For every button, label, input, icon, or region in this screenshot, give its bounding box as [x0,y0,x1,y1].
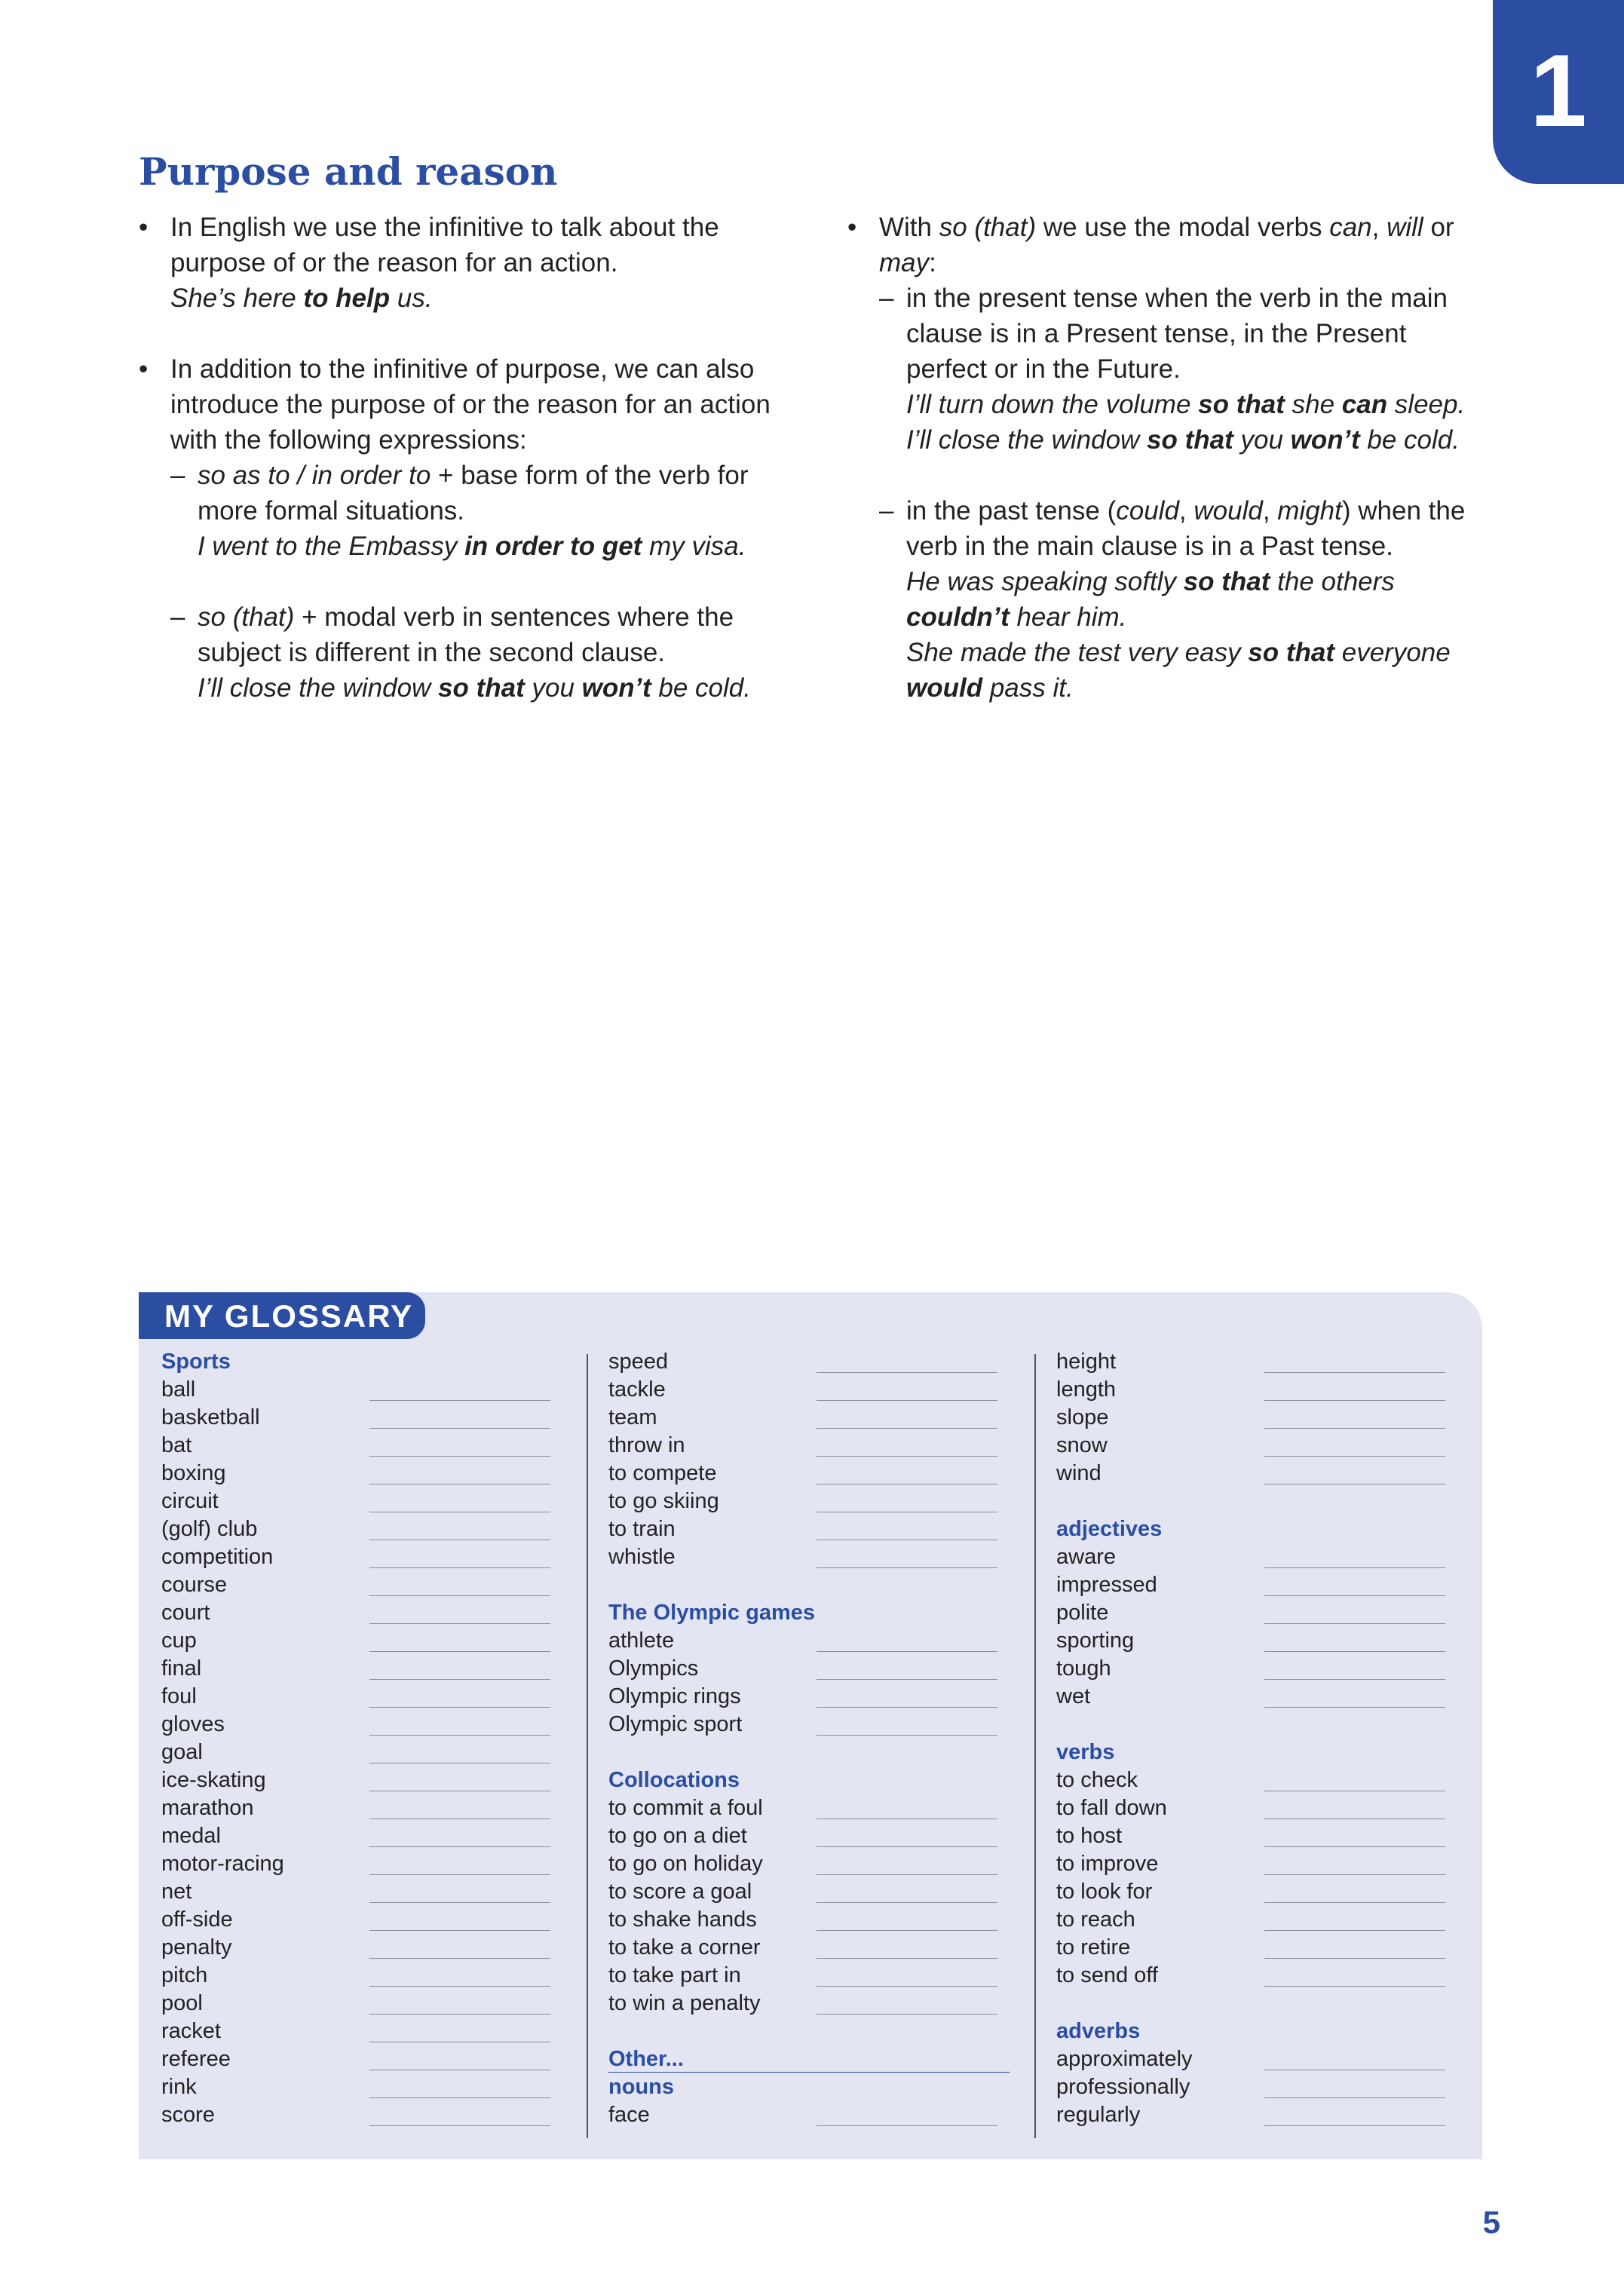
glossary-entry [161,1962,284,1990]
example-sentence: I’ll close the window so that you won’t be cold. [198,673,751,703]
page-number: 5 [1482,2205,1500,2240]
glossary-term: whistle [608,1545,676,1569]
glossary-term: final [161,1656,202,1681]
glossary-entry [608,1655,815,1683]
glossary-term: to go on a diet [608,1824,747,1848]
glossary-term: competition [161,1545,274,1569]
glossary-entry [1056,1460,1193,1488]
glossary-term: motor-racing [161,1852,284,1876]
translation-blank-line[interactable] [1264,1428,1445,1429]
translation-blank-line[interactable] [1264,2125,1445,2126]
example-sentence: I went to the Embassy in order to get my visa. [198,532,746,561]
text-line: • In addition to the infinitive of purpose, we can also [170,354,755,384]
glossary-entry [608,1878,815,1906]
translation-blank-line[interactable] [1264,1930,1445,1931]
glossary-entry [1056,1962,1193,1990]
translation-blank-line[interactable] [1264,1567,1445,1568]
translation-blank-line[interactable] [817,1456,997,1457]
glossary-entry [161,2073,284,2101]
glossary-other-heading: Other... [608,2045,815,2073]
glossary-term: to commit a foul [608,1796,763,1820]
glossary-term: polite [1056,1601,1109,1625]
glossary-term: length [1056,1377,1117,1402]
glossary-term: to host [1056,1824,1123,1848]
translation-blank-line[interactable] [817,1986,997,1987]
glossary-term: penalty [161,1935,232,1959]
bullet-infinitive [139,210,802,280]
glossary-category-heading: Sports [161,1350,231,1374]
glossary-entry [608,1460,815,1488]
glossary-term: to fall down [1056,1796,1167,1820]
glossary-category-heading: verbs [1056,1740,1115,1764]
glossary-entry [161,1515,284,1543]
glossary-category-heading: adjectives [1056,1517,1163,1541]
glossary-term: ice-skating [161,1768,266,1792]
glossary-entry [1056,1850,1193,1878]
glossary-term: gloves [161,1712,225,1736]
glossary-term: racket [161,2019,221,2043]
glossary-entry [161,1794,284,1822]
glossary-tab [139,1292,425,1339]
glossary-term: throw in [608,1433,685,1457]
glossary-term: cup [161,1629,197,1653]
glossary-entry [161,1655,284,1683]
glossary-entry [1056,2045,1193,2073]
glossary-term: professionally [1056,2075,1190,2099]
glossary-entry [1056,1599,1193,1627]
glossary-term: court [161,1601,210,1625]
translation-blank-line[interactable] [369,1428,550,1429]
glossary-entry [161,1766,284,1794]
translation-blank-line[interactable] [369,1400,550,1401]
glossary-entry [161,1878,284,1906]
glossary-term: sporting [1056,1629,1135,1653]
glossary-term: Olympics [608,1656,699,1681]
glossary-entry [161,1711,284,1739]
example-sentence: He was speaking softly so that the others [906,567,1395,596]
glossary-entry [161,1906,284,1934]
glossary-entry [1056,2073,1193,2101]
translation-blank-line[interactable] [369,1456,550,1457]
glossary-term: wet [1056,1684,1091,1708]
text-line: purpose of or the reason for an action. [170,248,618,277]
translation-blank-line[interactable] [817,1707,997,1708]
glossary-term: circuit [161,1489,219,1513]
translation-blank-line[interactable] [369,1595,550,1596]
glossary-entry [1056,1655,1193,1683]
translation-blank-line[interactable] [1264,1986,1445,1987]
glossary-term: face [608,2103,650,2127]
glossary-term: to take a corner [608,1935,761,1959]
glossary-term: ball [161,1377,196,1402]
glossary-term: to send off [1056,1963,1158,1987]
glossary-category-heading: The Olympic games [608,1601,815,1625]
glossary-entry [1056,1878,1193,1906]
glossary-category-heading: Collocations [608,1768,740,1792]
translation-blank-line[interactable] [817,1958,997,1959]
glossary-term: foul [161,1684,197,1708]
dash-item-present: – in the present tense when the verb in the main clause is in a Present tense, in the Present perfect or in the Future. I’ll turn down the volume so that she can sleep. I’ll close the window so that you won’t be cold. [847,280,1496,458]
translation-blank-line[interactable] [369,1651,550,1652]
glossary-term: to look for [1056,1880,1153,1904]
glossary-entry [1056,1432,1193,1460]
glossary-term: bat [161,1433,192,1457]
glossary-term: regularly [1056,2103,1141,2127]
translation-blank-line[interactable] [817,1735,997,1736]
glossary-term: aware [1056,1545,1116,1569]
translation-blank-line[interactable] [817,1428,997,1429]
glossary-entry [608,1990,815,2018]
glossary-entry [608,1822,815,1850]
glossary-entry [608,1627,815,1655]
example-sentence: I’ll close the window so that you won’t be cold. [906,425,1460,455]
glossary-entry [608,1794,815,1822]
text-line: with the following expressions: [170,425,527,455]
glossary-entry [1056,1794,1193,1822]
translation-blank-line[interactable] [369,1623,550,1624]
glossary-column-3 [1056,1348,1193,2129]
glossary-term: to check [1056,1768,1138,1792]
glossary-entry [1056,2101,1193,2129]
glossary-entry [608,1906,815,1934]
translation-blank-line[interactable] [369,1679,550,1680]
translation-blank-line[interactable] [817,1846,997,1847]
glossary-term: to compete [608,1461,717,1485]
glossary-term: to win a penalty [608,1991,761,2015]
glossary-term: to reach [1056,1907,1135,1932]
glossary-category-heading: nouns [608,2075,674,2099]
glossary-term: to shake hands [608,1907,757,1932]
glossary-term: wind [1056,1461,1102,1485]
translation-blank-line[interactable] [817,2014,997,2015]
translation-blank-line[interactable] [369,1874,550,1875]
glossary-term: snow [1056,1433,1108,1457]
glossary-term: (golf) club [161,1517,258,1541]
translation-blank-line[interactable] [369,2014,550,2015]
glossary-entry [1056,1348,1193,1376]
translation-blank-line[interactable] [1264,1874,1445,1875]
glossary-entry [608,1488,815,1515]
glossary-entry [161,1543,284,1571]
glossary-entry [608,1432,815,1460]
glossary-term: to improve [1056,1852,1159,1876]
bullet-expressions [139,351,802,458]
dash-item-so-that: – so (that) + modal verb in sentences where the subject is different in the second clause. I’ll close the window so that you won’t be cold. [139,599,802,706]
glossary-term: to train [608,1517,676,1541]
glossary-term: height [1056,1350,1117,1374]
translation-blank-line[interactable] [369,1567,550,1568]
glossary-term: marathon [161,1796,254,1820]
translation-blank-line[interactable] [817,1400,997,1401]
glossary-term: referee [161,2047,231,2071]
glossary-entry [1056,1627,1193,1655]
glossary-entry [1056,1571,1193,1599]
glossary-term: to go skiing [608,1489,719,1513]
glossary-entry [161,1571,284,1599]
translation-blank-line[interactable] [369,1707,550,1708]
text-line: introduce the purpose of or the reason for an action [170,390,771,419]
chapter-tab [1493,0,1624,184]
translation-blank-line[interactable] [817,1874,997,1875]
translation-blank-line[interactable] [369,1735,550,1736]
left-column [139,210,802,706]
glossary-entry [161,1432,284,1460]
glossary-entry [608,2101,815,2129]
glossary-term: tackle [608,1377,666,1402]
translation-blank-line[interactable] [817,1567,997,1568]
glossary-term: to score a goal [608,1880,752,1904]
glossary-entry [161,1850,284,1878]
glossary-term: boxing [161,1461,226,1485]
glossary-entry [608,1850,815,1878]
translation-blank-line[interactable] [1264,1456,1445,1457]
glossary-entry [1056,1683,1193,1711]
glossary-category-heading: adverbs [1056,2019,1141,2043]
glossary-title: MY GLOSSARY [164,1298,414,1334]
dash-item-in-order-to: – so as to / in order to + base form of the verb for more formal situations. I went to the Embassy in order to get my visa. [139,458,802,564]
column-divider [1034,1354,1036,2138]
glossary-entry [161,2101,284,2129]
translation-blank-line[interactable] [369,1930,550,1931]
example-sentence: She made the test very easy so that everyone [906,638,1451,667]
glossary-term: to go on holiday [608,1852,763,1876]
glossary-entry [608,1543,815,1571]
glossary-column-1 [161,1348,284,2129]
glossary-entry [161,1460,284,1488]
glossary-spacer [608,2018,815,2045]
glossary-entry [608,1711,815,1739]
translation-blank-line[interactable] [817,1372,997,1373]
column-divider [587,1354,588,2138]
translation-blank-line[interactable] [1264,1707,1445,1708]
dash-item-past: – in the past tense (could, would, might) when the verb in the main clause is in a Past tense. He was speaking softly so that the others couldn’t hear him. She made the test very easy so that everyone would pass it. [847,493,1496,706]
glossary-term: tough [1056,1656,1111,1681]
glossary-term: off-side [161,1907,233,1932]
glossary-spacer [1056,1488,1193,1515]
translation-blank-line[interactable] [1264,1902,1445,1903]
glossary-term: medal [161,1824,221,1848]
glossary-entry [161,2018,284,2045]
glossary-entry [161,1739,284,1766]
glossary-entry [161,1488,284,1515]
glossary-entry [161,1627,284,1655]
translation-blank-line[interactable] [1264,1958,1445,1959]
translation-blank-line[interactable] [369,1902,550,1903]
glossary-spacer [608,1739,815,1766]
glossary-entry [161,1683,284,1711]
right-column [847,210,1496,706]
glossary-term: team [608,1405,657,1429]
glossary-entry [161,1404,284,1432]
text-line: • In English we use the infinitive to talk about the [170,213,719,242]
example-sentence: couldn’t hear him. [906,602,1127,632]
translation-blank-line[interactable] [1264,1484,1445,1485]
translation-blank-line[interactable] [369,1484,550,1485]
glossary-term: impressed [1056,1573,1157,1597]
glossary-entry [161,2045,284,2073]
translation-blank-line[interactable] [1264,1651,1445,1652]
glossary-entry [1056,1906,1193,1934]
translation-blank-line[interactable] [1264,1595,1445,1596]
glossary-entry [608,1683,815,1711]
glossary-term: to take part in [608,1963,741,1987]
glossary-entry [608,1515,815,1543]
example-sentence: I’ll turn down the volume so that she can sleep. [906,390,1466,419]
example-sentence: would pass it. [906,673,1074,703]
section-title: Purpose and reason [139,149,558,194]
translation-blank-line[interactable] [1264,2097,1445,2098]
glossary-entry [1056,1934,1193,1962]
glossary-entry [608,1934,815,1962]
glossary-entry [161,1990,284,2018]
translation-blank-line[interactable] [1264,1400,1445,1401]
translation-blank-line[interactable] [369,1846,550,1847]
glossary-entry [1056,1543,1193,1571]
glossary-entry [1056,1766,1193,1794]
glossary-term: speed [608,1350,669,1374]
glossary-spacer [608,1571,815,1599]
glossary-column-2 [608,1348,815,2129]
translation-blank-line[interactable] [1264,1372,1445,1373]
glossary-term: approximately [1056,2047,1193,2071]
glossary-term: to retire [1056,1935,1131,1959]
translation-blank-line[interactable] [1264,1846,1445,1847]
bullet-modal-verbs: • With so (that) we use the modal verbs can, will or may: [847,210,1496,280]
glossary-entry [161,1934,284,1962]
example-sentence: She’s here to help us. [170,283,433,313]
glossary-entry [161,1376,284,1404]
glossary-term: course [161,1573,228,1597]
translation-blank-line[interactable] [1264,1623,1445,1624]
translation-blank-line[interactable] [817,1930,997,1931]
glossary-entry [161,1599,284,1627]
glossary-spacer [1056,1711,1193,1739]
translation-blank-line[interactable] [369,2125,550,2126]
glossary-term: Olympic sport [608,1712,743,1736]
glossary-entry [608,1376,815,1404]
glossary-term: rink [161,2075,197,2099]
translation-blank-line[interactable] [817,1679,997,1680]
glossary-term: pitch [161,1963,208,1987]
glossary-term: basketball [161,1405,260,1429]
translation-blank-line[interactable] [369,1986,550,1987]
glossary-entry [1056,1404,1193,1432]
translation-blank-line[interactable] [817,2125,997,2126]
glossary-term: Olympic rings [608,1684,741,1708]
translation-blank-line[interactable] [369,1958,550,1959]
glossary-entry [1056,1376,1193,1404]
glossary-term: goal [161,1740,203,1764]
glossary-term: pool [161,1991,203,2015]
glossary-entry [608,1962,815,1990]
glossary-entry [608,1348,815,1376]
translation-blank-line[interactable] [817,1651,997,1652]
translation-blank-line[interactable] [369,2097,550,2098]
glossary-term: score [161,2103,215,2127]
translation-blank-line[interactable] [1264,1679,1445,1680]
glossary-term: net [161,1880,192,1904]
glossary-term: slope [1056,1405,1109,1429]
translation-blank-line[interactable] [817,1902,997,1903]
chapter-number: 1 [1530,33,1587,148]
glossary-entry [161,1822,284,1850]
glossary-spacer [1056,1990,1193,2018]
glossary-entry [608,1404,815,1432]
translation-blank-line[interactable] [817,1484,997,1485]
glossary-entry [1056,1822,1193,1850]
glossary-term: athlete [608,1629,675,1653]
